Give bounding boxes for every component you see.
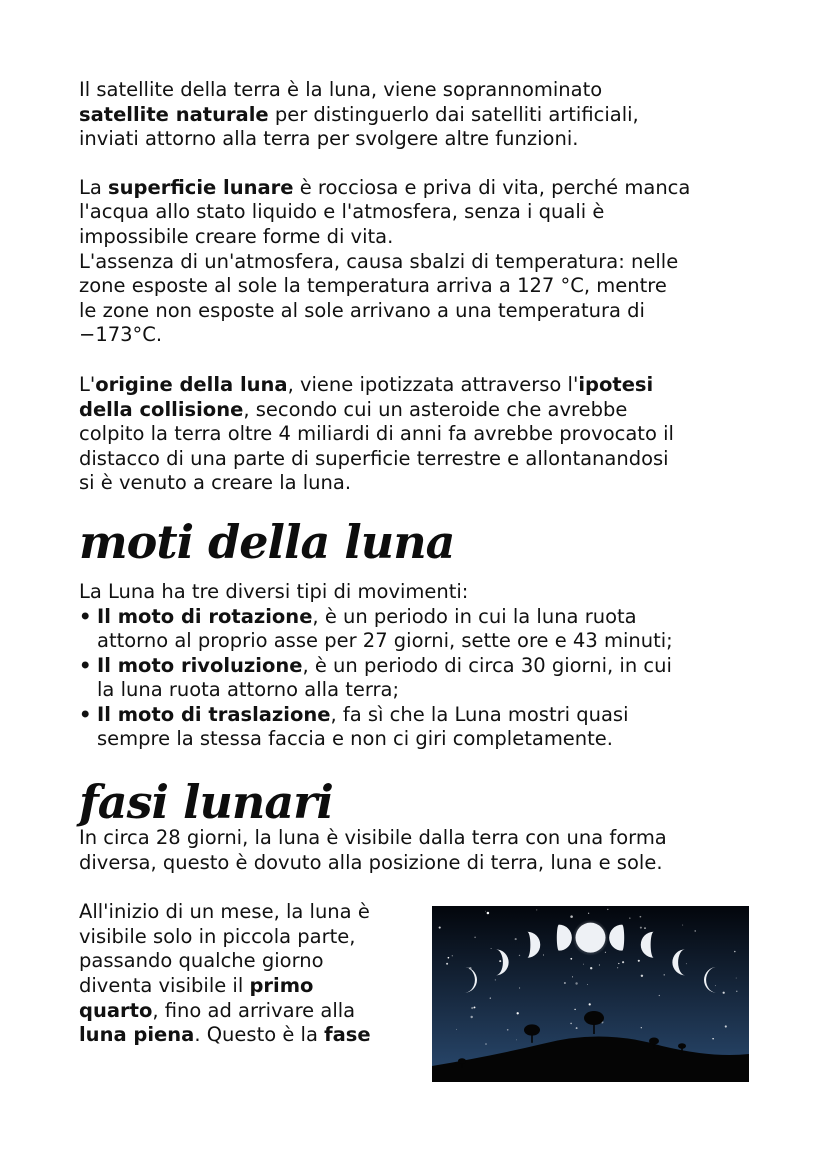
text: sempre la stessa faccia e non ci giri completamente. — [97, 727, 614, 751]
star — [640, 927, 642, 929]
tree-crown — [458, 1058, 466, 1064]
text-line: le zone non esposte al sole arrivano a una temperatura di — [79, 298, 645, 322]
star — [589, 1004, 591, 1006]
star — [694, 931, 695, 932]
text: , è un periodo di circa 30 giorni, in cui — [302, 653, 672, 677]
text-line: l'acqua allo stato liquido e l'atmosfera, senza i quali è — [79, 200, 605, 224]
star — [452, 955, 453, 956]
moti-list — [79, 605, 779, 753]
star — [723, 992, 725, 994]
star — [515, 938, 517, 940]
star — [576, 1027, 578, 1029]
bold-term: della collisione — [79, 397, 244, 421]
fasi-two-column — [79, 900, 779, 1090]
tree-crown — [584, 1011, 604, 1025]
bold-term: luna piena — [79, 1023, 195, 1047]
star — [572, 977, 573, 978]
star — [629, 918, 631, 920]
bold-term: fase — [324, 1023, 371, 1047]
star — [644, 927, 646, 929]
star — [736, 991, 737, 992]
tree-crown — [649, 1038, 659, 1045]
star — [664, 975, 665, 976]
star — [470, 1016, 472, 1018]
bold-term: Il moto rivoluzione — [97, 653, 303, 677]
star — [495, 979, 496, 980]
bold-term: origine della luna — [95, 372, 288, 396]
text-line: In circa 28 giorni, la luna è visibile dalla terra con una forma — [79, 826, 667, 850]
star — [570, 958, 572, 960]
text-line: −173°C. — [79, 323, 163, 347]
text: , è un periodo in cui la luna ruota — [312, 604, 637, 628]
text: , fino ad arrivare alla — [152, 998, 356, 1022]
star — [519, 955, 520, 956]
star — [622, 961, 624, 963]
text: . Questo è la — [194, 1023, 318, 1047]
text: , secondo cui un asteroide che avrebbe — [243, 397, 628, 421]
star — [474, 937, 476, 939]
section-title-moti: moti della luna — [79, 514, 455, 569]
text-line: si è venuto a creare la luna. — [79, 471, 352, 495]
star — [485, 1043, 487, 1045]
star — [607, 909, 608, 910]
star — [715, 985, 716, 986]
star — [686, 963, 687, 964]
bold-term: Il moto di rotazione — [97, 604, 313, 628]
star — [617, 968, 618, 969]
text: la luna ruota attorno alla terra; — [97, 678, 400, 702]
star — [439, 927, 441, 929]
list-item — [79, 654, 779, 703]
star — [536, 910, 537, 911]
bold-term: ipotesi — [578, 372, 654, 396]
text-line: colpito la terra oltre 4 miliardi di anni fa avrebbe provocato il — [79, 422, 674, 446]
text: , viene ipotizzata attraverso l' — [287, 372, 579, 396]
text-line: L'assenza di un'atmosfera, causa sbalzi di temperatura: nelle — [79, 249, 679, 273]
star — [587, 984, 588, 985]
text: L' — [79, 372, 96, 396]
bold-term: satellite naturale — [79, 102, 269, 126]
section-title-fasi: fasi lunari — [79, 775, 333, 830]
text-line: Il satellite della terra è la luna, viene soprannominato — [79, 78, 603, 101]
moon-phases-illustration — [432, 906, 749, 1082]
star — [519, 988, 520, 989]
tree-crown — [524, 1025, 540, 1036]
star — [734, 951, 736, 953]
star — [570, 916, 573, 919]
intro-paragraph-2 — [79, 176, 779, 348]
star — [517, 1012, 519, 1014]
star — [725, 1026, 727, 1028]
star — [499, 960, 501, 962]
text: La — [79, 175, 102, 199]
star — [471, 1007, 473, 1009]
star — [507, 1029, 509, 1031]
star — [659, 995, 660, 996]
tree-crown — [678, 1043, 686, 1049]
star — [474, 1007, 476, 1009]
text: attorno al proprio asse per 27 giorni, sette ore e 43 minuti; — [97, 629, 673, 653]
star — [588, 913, 589, 914]
star — [641, 975, 643, 977]
star — [485, 911, 486, 912]
star — [736, 978, 737, 979]
list-item — [79, 703, 779, 752]
moon-phase — [573, 920, 609, 956]
text-line: All'inizio di un mese, la luna è — [79, 900, 370, 924]
star — [641, 1027, 642, 1028]
fasi-paragraph-1 — [79, 826, 779, 875]
text: è rocciosa e priva di vita, perché manca — [299, 175, 691, 199]
intro-paragraph-3 — [79, 373, 779, 496]
star — [590, 967, 592, 969]
text-line: per distinguerlo dai satelliti artificiali, — [274, 102, 639, 126]
bold-term: primo — [249, 974, 314, 998]
text-line: passando qualche giorno — [79, 949, 324, 973]
text-line: zone esposte al sole la temperatura arriva a 127 °C, mentre — [79, 274, 667, 298]
star — [638, 960, 640, 962]
bold-term: quarto — [79, 998, 153, 1022]
star — [605, 952, 606, 953]
fasi-paragraph-2 — [79, 900, 419, 1048]
text: diventa visibile il — [79, 974, 244, 998]
bold-term: superficie lunare — [108, 175, 294, 199]
page — [79, 78, 779, 1090]
list-item — [79, 605, 779, 654]
star — [712, 1038, 713, 1039]
text-line: impossibile creare forme di vita. — [79, 224, 394, 248]
text-line: inviati attorno alla terra per svolgere altre funzioni. — [79, 127, 579, 151]
star — [456, 1029, 457, 1030]
star — [446, 963, 448, 965]
star — [448, 957, 450, 959]
star — [570, 1023, 572, 1025]
star — [682, 925, 683, 926]
star — [543, 955, 544, 956]
star — [640, 916, 642, 918]
text: , fa sì che la Luna mostri quasi — [330, 702, 629, 726]
star — [574, 1009, 575, 1010]
star — [516, 1040, 517, 1041]
star — [583, 964, 584, 965]
star — [575, 983, 577, 985]
star — [487, 912, 490, 915]
text-line: visibile solo in piccola parte, — [79, 924, 356, 948]
text-line: distacco di una parte di superficie terrestre e allontanandosi — [79, 446, 669, 470]
moti-lead: La Luna ha tre diversi tipi di movimenti: — [79, 579, 469, 603]
star — [491, 948, 492, 949]
star — [618, 963, 619, 964]
intro-paragraph-1 — [79, 78, 779, 152]
star — [564, 982, 566, 984]
star — [490, 998, 491, 999]
star — [599, 965, 600, 966]
text-line: diversa, questo è dovuto alla posizione di terra, luna e sole. — [79, 850, 663, 874]
bold-term: Il moto di traslazione — [97, 702, 331, 726]
